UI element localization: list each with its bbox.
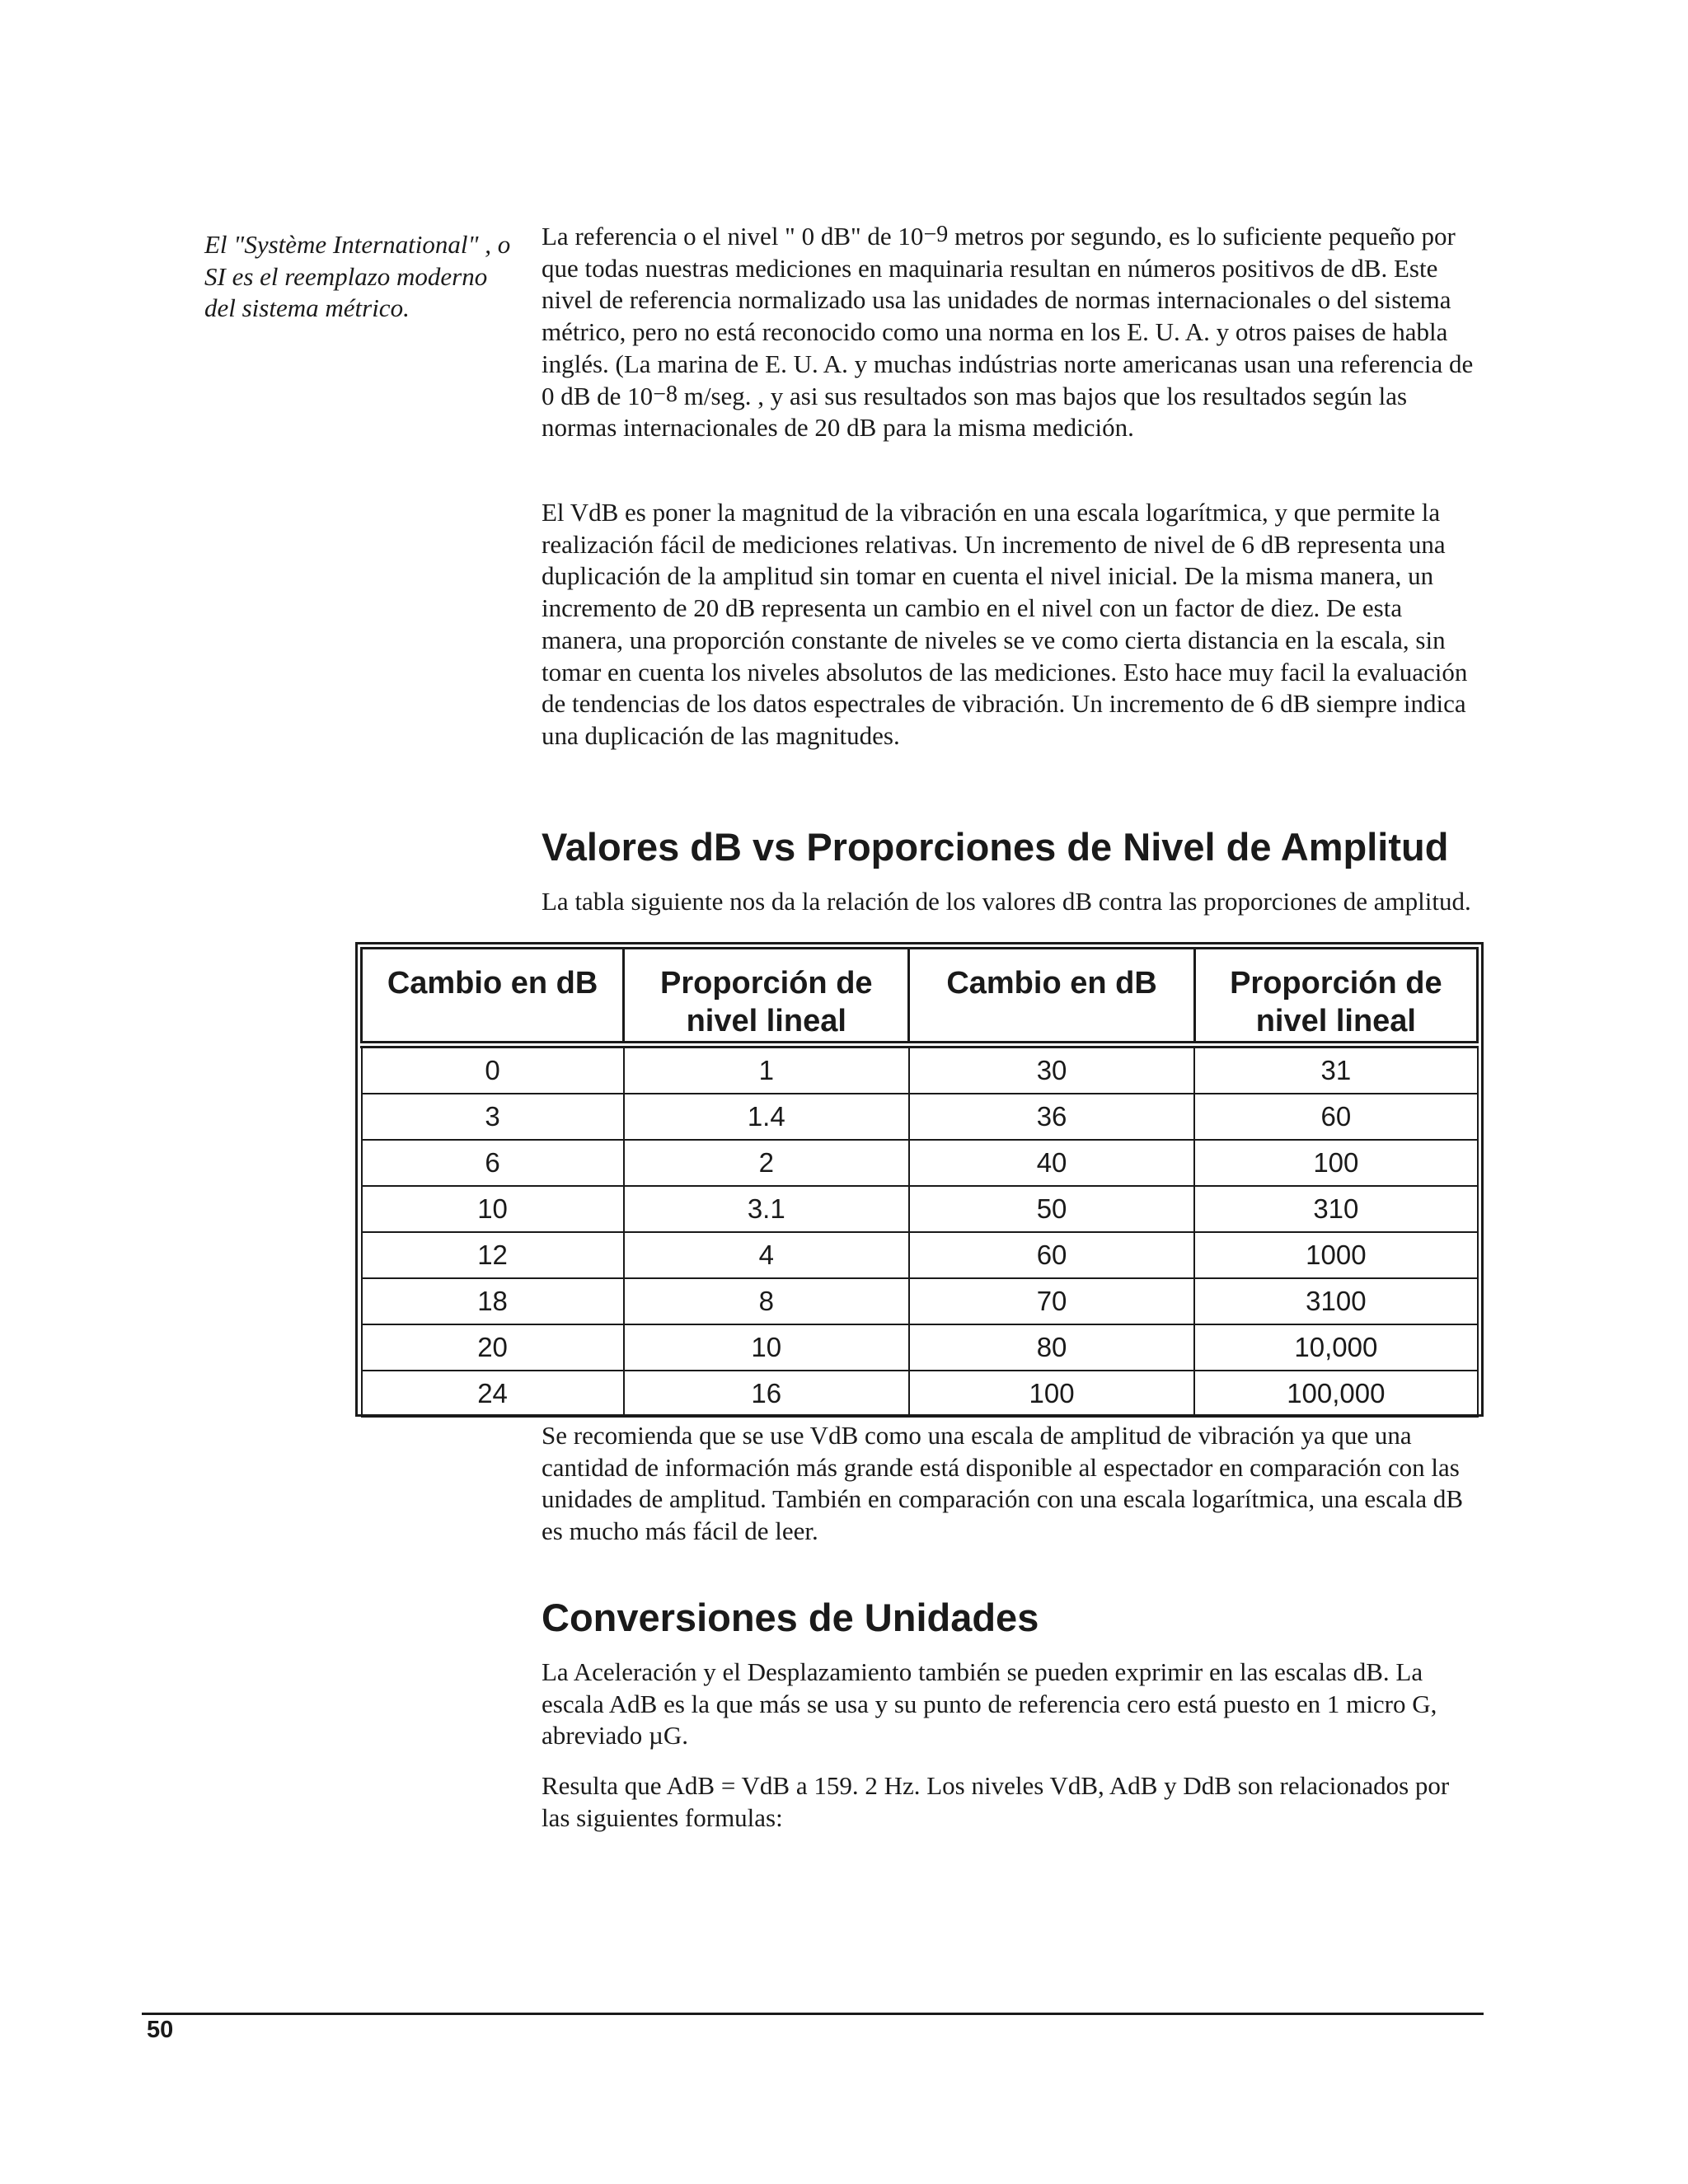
table-row <box>362 1324 1478 1371</box>
table-cell: 60 <box>1194 1094 1477 1140</box>
column-header-linear-ratio: Proporción de nivel lineal <box>1194 949 1477 1045</box>
table-cell: 16 <box>624 1371 909 1417</box>
table-cell: 12 <box>362 1232 624 1278</box>
table-cell: 0 <box>362 1045 624 1094</box>
paragraph-reference-level <box>542 221 1481 444</box>
table-cell: 20 <box>362 1324 624 1371</box>
paragraph-vdb-scale: El VdB es poner la magnitud de la vibración en una escala logarítmica, y que permite la realización fácil de mediciones relativas. Un incremento de nivel de 6 dB representa una duplicación de la amplitud sin tomar en cuenta el nivel inicial. De la misma manera, un incremento de 20 dB representa un cambio en el nivel con un factor de diez. De esta manera, una proporción constante de niveles se ve como cierta distancia en la escala, sin tomar en cuenta los niveles absolutos de las mediciones. Esto hace muy facil la evaluación de tendencias de los datos espectrales de vibración. Un incremento de 6 dB siempre indica una duplicación de las magnitudes. <box>542 498 1468 750</box>
table-cell: 3 <box>362 1094 624 1140</box>
paragraph-text: m/seg. , y asi sus resultados son mas bajos que los resultados según las normas internacionales de 20 dB para la misma medición. <box>542 381 1408 443</box>
table-cell: 80 <box>909 1324 1194 1371</box>
table-cell: 10 <box>624 1324 909 1371</box>
table-cell: 1.4 <box>624 1094 909 1140</box>
table-row <box>362 1232 1478 1278</box>
exponent: −8 <box>653 381 678 407</box>
section-heading-db-values: Valores dB vs Proporciones de Nivel de Amplitud <box>542 825 1449 869</box>
table-cell: 31 <box>1194 1045 1477 1094</box>
db-ratio-table <box>355 942 1484 1417</box>
paragraph-text: metros por segundo, es lo suficiente pequeño por que todas nuestras mediciones en maquinaria resultan en números positivos de dB. Este nivel de referencia normalizado usa las unidades de normas internacionales o del sistema métrico, pero no está reconocido como una norma en los E. U. A. y otros paises de habla inglés. (La marina de E. U. A. y muchas indústrias norte americanas usan una referencia de 0 dB de 10 <box>542 222 1474 410</box>
table-row <box>362 1371 1478 1417</box>
table-cell: 8 <box>624 1278 909 1324</box>
table-row <box>362 1278 1478 1324</box>
column-header-linear-ratio: Proporción de nivel lineal <box>624 949 909 1045</box>
section-heading-unit-conversions: Conversiones de Unidades <box>542 1596 1039 1639</box>
table-cell: 100,000 <box>1194 1371 1477 1417</box>
table-cell: 310 <box>1194 1186 1477 1232</box>
table-row <box>362 1045 1478 1094</box>
paragraph-text: La referencia o el nivel " 0 dB" de 10 <box>542 222 924 251</box>
table-cell: 6 <box>362 1140 624 1186</box>
paragraph-table-intro: La tabla siguiente nos da la relación de los valores dB contra las proporciones de amplitud. <box>542 887 1471 916</box>
table-cell: 3100 <box>1194 1278 1477 1324</box>
table-cell: 1000 <box>1194 1232 1477 1278</box>
table-cell: 2 <box>624 1140 909 1186</box>
page-number: 50 <box>147 2017 174 2043</box>
table-cell: 24 <box>362 1371 624 1417</box>
table-cell: 60 <box>909 1232 1194 1278</box>
table-cell: 30 <box>909 1045 1194 1094</box>
exponent: −9 <box>923 222 949 247</box>
column-header-db-change: Cambio en dB <box>362 949 624 1045</box>
paragraph-adb-reference: La Aceleración y el Desplazamiento también se pueden exprimir en las escalas dB. La escala AdB es la que más se usa y su punto de referencia cero está puesto en 1 micro G, abreviado µG. <box>542 1657 1437 1750</box>
footer-divider <box>142 2013 1484 2015</box>
table-cell: 100 <box>1194 1140 1477 1186</box>
table-cell: 10,000 <box>1194 1324 1477 1371</box>
table-row <box>362 1094 1478 1140</box>
table-cell: 18 <box>362 1278 624 1324</box>
table-cell: 40 <box>909 1140 1194 1186</box>
table-cell: 1 <box>624 1045 909 1094</box>
table <box>360 947 1479 1418</box>
table-cell: 36 <box>909 1094 1194 1140</box>
table-row <box>362 1186 1478 1232</box>
column-header-db-change: Cambio en dB <box>909 949 1194 1045</box>
paragraph-formulas-intro: Resulta que AdB = VdB a 159. 2 Hz. Los niveles VdB, AdB y DdB son relacionados por las siguientes formulas: <box>542 1771 1450 1832</box>
margin-note: El "Système International" , o SI es el reemplazo moderno del sistema métrico. <box>204 230 511 322</box>
table-cell: 70 <box>909 1278 1194 1324</box>
table-row <box>362 1140 1478 1186</box>
paragraph-vdb-recommendation: Se recomienda que se use VdB como una escala de amplitud de vibración ya que una cantidad de información más grande está disponible al espectador en comparación con las unidades de amplitud. También en comparación con una escala logarítmica, una escala dB es mucho más fácil de leer. <box>542 1421 1464 1546</box>
table-cell: 100 <box>909 1371 1194 1417</box>
table-cell: 10 <box>362 1186 624 1232</box>
table-header-row <box>362 949 1478 1045</box>
table-cell: 3.1 <box>624 1186 909 1232</box>
table-cell: 50 <box>909 1186 1194 1232</box>
table-cell: 4 <box>624 1232 909 1278</box>
